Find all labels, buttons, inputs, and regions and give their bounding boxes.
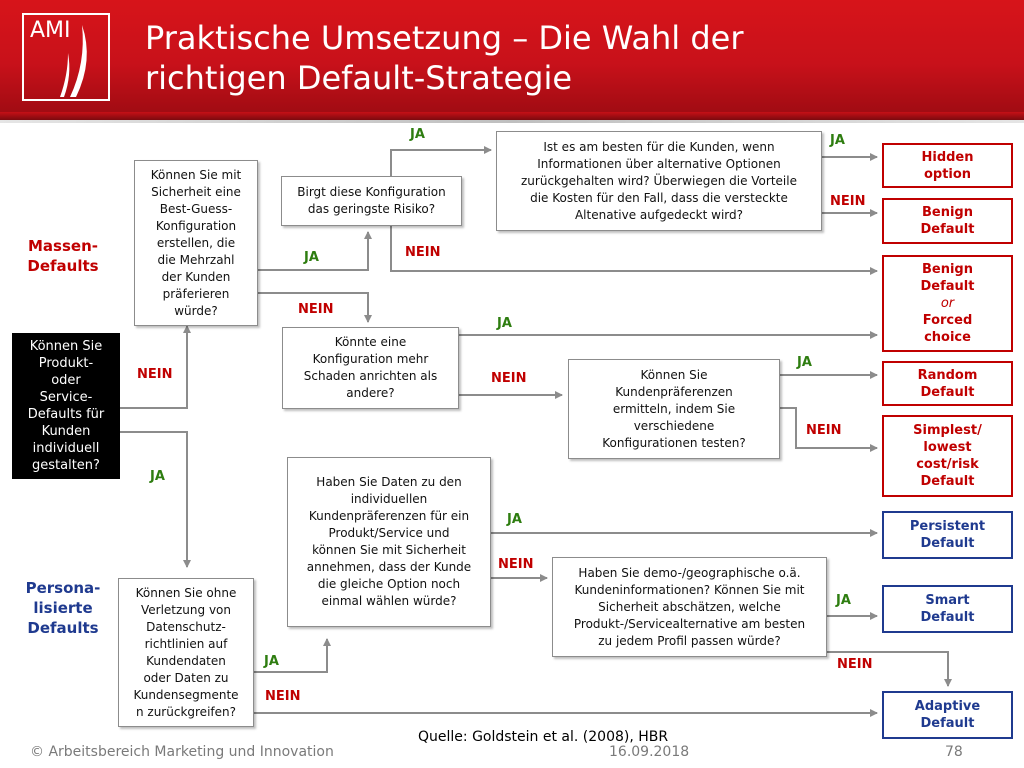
label-nein-data: NEIN: [498, 557, 534, 572]
label-ja-test: JA: [797, 355, 812, 370]
outcome-smart-default: Smart Default: [882, 585, 1013, 633]
label-ja-start: JA: [150, 469, 165, 484]
label-ja-demo: JA: [836, 593, 851, 608]
question-best-guess: Können Sie mit Sicherheit eine Best-Guess- Konfiguration erstellen, die die Mehrzahl der Kunden präferieren würde?: [134, 160, 258, 326]
section-personalized-defaults: Persona- lisierte Defaults: [25, 579, 101, 637]
label-ja-hidden: JA: [830, 133, 845, 148]
outcome-simplest-default: Simplest/ lowest cost/risk Default: [882, 415, 1013, 497]
label-nein-start: NEIN: [137, 367, 173, 382]
source-citation: Quelle: Goldstein et al. (2008), HBR: [418, 729, 669, 745]
question-demographics: Haben Sie demo-/geographische o.ä. Kundeninformationen? Können Sie mit Sicherheit abschätzen, welche Produkt-/Servicealternative am besten zu jedem Profil passen würde?: [552, 557, 827, 657]
question-lowest-risk: Birgt diese Konfiguration das geringste Risiko?: [281, 176, 462, 226]
start-question: Können Sie Produkt- oder Service- Defaults für Kunden individuell gestalten?: [12, 333, 120, 479]
outcome-random-default: Random Default: [882, 361, 1013, 406]
label-nein-risk: NEIN: [405, 245, 441, 260]
label-nein-test: NEIN: [806, 423, 842, 438]
label-nein-privacy: NEIN: [265, 689, 301, 704]
label-nein-harm: NEIN: [491, 371, 527, 386]
section-mass-defaults: Massen- Defaults: [27, 237, 99, 275]
label-ja-risk: JA: [410, 127, 425, 142]
label-ja-harm: JA: [497, 316, 512, 331]
outcome-adaptive-default: Adaptive Default: [882, 691, 1013, 739]
outcome-benign-or-forced: [882, 255, 1013, 352]
label-nein-demo: NEIN: [837, 657, 873, 672]
question-test-configurations: Können Sie Kundenpräferenzen ermitteln, indem Sie verschiedene Konfigurationen testen?: [568, 359, 780, 459]
footer-copyright: © Arbeitsbereich Marketing und Innovation: [30, 744, 334, 760]
outcome-benign-default-option: Benign Default: [920, 262, 975, 294]
outcome-persistent-default: Persistent Default: [882, 511, 1013, 559]
footer-date: 16.09.2018: [609, 744, 690, 760]
question-more-harm: Könnte eine Konfiguration mehr Schaden anrichten als andere?: [282, 327, 459, 409]
label-nein-withhold: NEIN: [830, 194, 866, 209]
footer-page-number: 78: [945, 744, 963, 760]
label-ja-data: JA: [507, 512, 522, 527]
outcome-benign-default: Benign Default: [882, 198, 1013, 244]
or-label: or: [940, 296, 955, 311]
slide-title: Praktische Umsetzung – Die Wahl der richtigen Default-Strategie: [145, 19, 744, 97]
label-ja-best-guess: JA: [304, 250, 319, 265]
question-preference-data: Haben Sie Daten zu den individuellen Kundenpräferenzen für ein Produkt/Service und können Sie mit Sicherheit annehmen, dass der Kunde die gleiche Option noch einmal wählen würde?: [287, 457, 491, 627]
logo-text: AMI: [30, 18, 71, 43]
question-privacy: Können Sie ohne Verletzung von Datenschutz- richtlinien auf Kundendaten oder Daten zu Kundensegmente n zurückgreifen?: [118, 578, 254, 727]
label-nein-best-guess: NEIN: [298, 302, 334, 317]
label-ja-privacy: JA: [264, 654, 279, 669]
outcome-hidden-option: Hidden option: [882, 143, 1013, 188]
question-withhold-info: Ist es am besten für die Kunden, wenn Informationen über alternative Optionen zurückgehalten wird? Überwiegen die Vorteile die Kosten für den Fall, dass die versteckte Altenative aufgedeckt wird?: [496, 131, 822, 231]
outcome-forced-choice-option: Forced choice: [922, 313, 973, 345]
